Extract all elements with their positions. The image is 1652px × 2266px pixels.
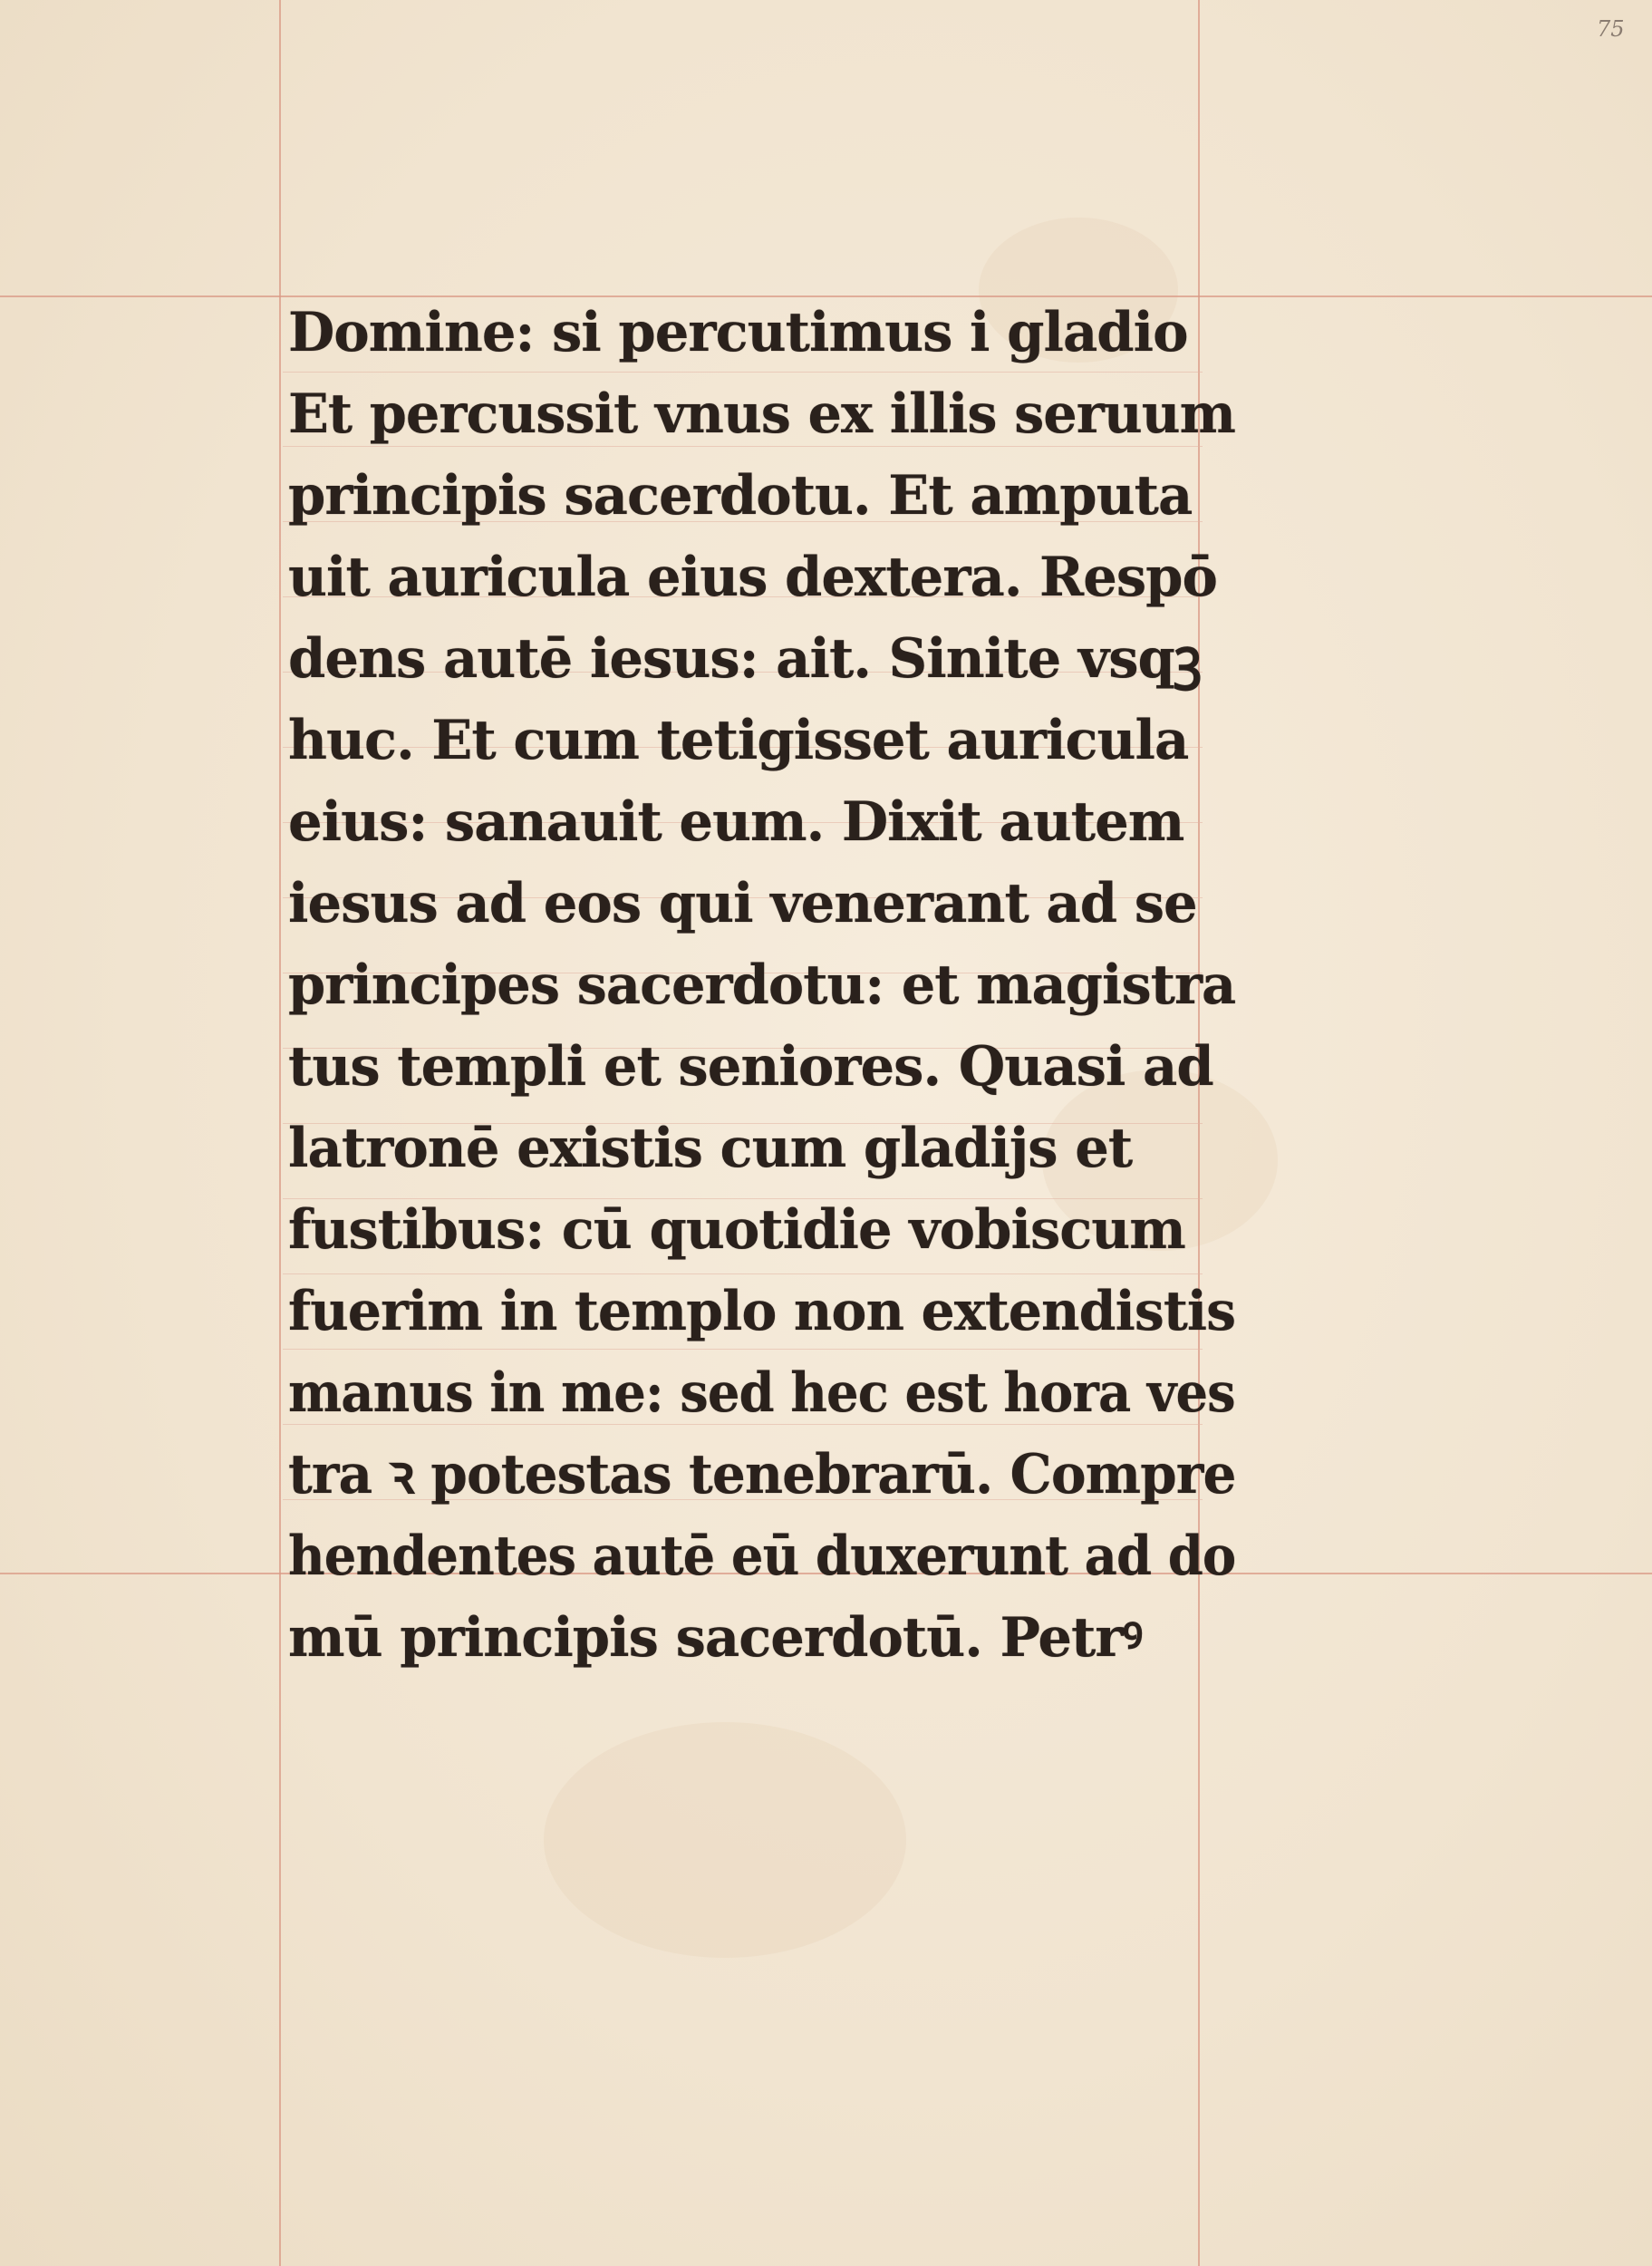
text-line: dens autē iesus: ait. Sinite vsqꝫ (288, 627, 1202, 691)
text-line: eius: sanauit eum. Dixit autem (288, 790, 1184, 854)
text-line: manus in me: sed hec est hora ves (288, 1361, 1235, 1425)
text-line: fustibus: cū quotidie vobiscum (288, 1198, 1185, 1262)
parchment-stain (544, 1722, 906, 1958)
text-line: tus templi et seniores. Quasi ad (288, 1035, 1213, 1099)
manuscript-text-block (288, 292, 1249, 1679)
text-line: hendentes autē eū duxerunt ad do (288, 1525, 1236, 1588)
text-line: huc. Et cum tetigisset auricula (288, 709, 1189, 772)
text-line: principis sacerdotu. Et amputa (288, 464, 1193, 528)
folio-number: 75 (1597, 16, 1625, 42)
text-line: principes sacerdotu: et magistra (288, 954, 1236, 1017)
text-line: iesus ad eos qui venerant ad se (288, 872, 1197, 935)
ruling-left (279, 0, 281, 2266)
text-line: uit auricula eius dextera. Respō (288, 546, 1218, 609)
text-line: mū principis sacerdotū. Petrꝰ (288, 1606, 1143, 1670)
text-line: latronē existis cum gladijs et (288, 1117, 1133, 1180)
text-line: Et percussit vnus ex illis seruum (288, 383, 1235, 446)
text-line: Domine: si percutimus i gladio (288, 301, 1188, 364)
text-line: fuerim in templo non extendistis (288, 1280, 1236, 1343)
text-line: tra ꝛ potestas tenebrarū. Compre (288, 1443, 1236, 1506)
